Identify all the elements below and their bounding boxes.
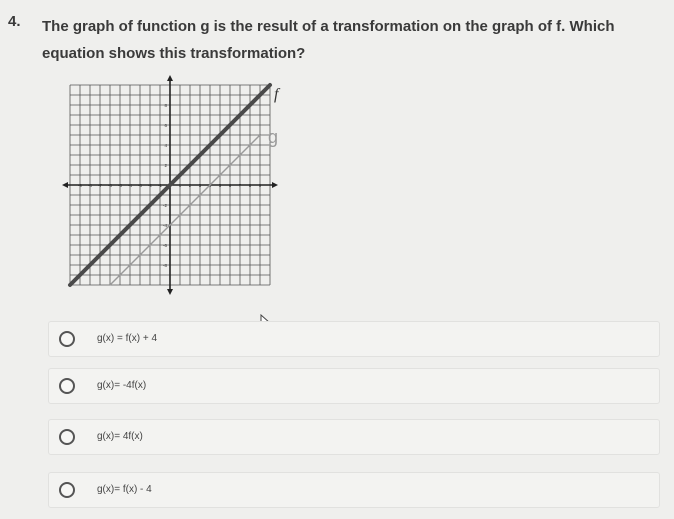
x-tick-label: -7 [97,183,103,188]
x-tick-label: 5 [218,183,222,188]
y-axis-arrow-down [167,289,173,295]
radio-button[interactable] [59,378,75,394]
x-tick-label: 1 [178,183,182,188]
x-axis-arrow-left [62,182,68,188]
x-tick-label: 8 [248,183,252,188]
question-number: 4. [8,13,21,30]
x-tick-label: -9 [77,183,83,188]
x-tick-label: 9 [258,183,262,188]
radio-button[interactable] [59,482,75,498]
x-tick-label: 7 [238,183,242,188]
y-tick-label: -2 [162,203,167,208]
answer-option-3[interactable] [48,419,660,455]
line-f-label: f [274,86,279,103]
y-tick-label: 4 [164,143,167,148]
line-g [107,135,260,285]
answer-option-2[interactable] [48,368,660,404]
x-tick-label: -4 [127,183,133,188]
x-tick-label: -3 [137,183,143,188]
option-label: g(x) = f(x) + 4 [97,333,158,344]
x-tick-label: 3 [198,183,202,188]
y-tick-label: -6 [162,243,167,248]
radio-button[interactable] [59,331,75,347]
x-axis-arrow-right [272,182,278,188]
x-tick-label: 6 [228,183,232,188]
y-tick-label: -4 [162,223,167,228]
y-tick-label: 6 [164,123,167,128]
answer-option-4[interactable] [48,472,660,508]
x-tick-label: -1 [157,183,163,188]
question-text: The graph of function g is the result of a transformation on the graph of f. Which equation shows this transformation? [42,18,615,62]
option-label: g(x)= f(x) - 4 [97,484,152,495]
x-tick-label: 2 [188,183,192,188]
x-tick-label: -6 [107,183,113,188]
answer-option-1[interactable] [48,321,660,357]
option-label: g(x)= 4f(x) [97,431,143,442]
option-label: g(x)= -4f(x) [97,380,147,391]
y-tick-label: 8 [164,103,167,108]
y-axis-arrow-up [167,75,173,81]
x-tick-label: -5 [117,183,123,188]
y-tick-label: -8 [162,263,167,268]
radio-button[interactable] [59,429,75,445]
y-tick-label: 2 [164,163,167,168]
function-graph [60,72,290,297]
x-tick-label: -8 [87,183,93,188]
graph-svg [60,72,290,297]
x-tick-label: -2 [147,183,153,188]
line-g-label: g [268,127,279,147]
